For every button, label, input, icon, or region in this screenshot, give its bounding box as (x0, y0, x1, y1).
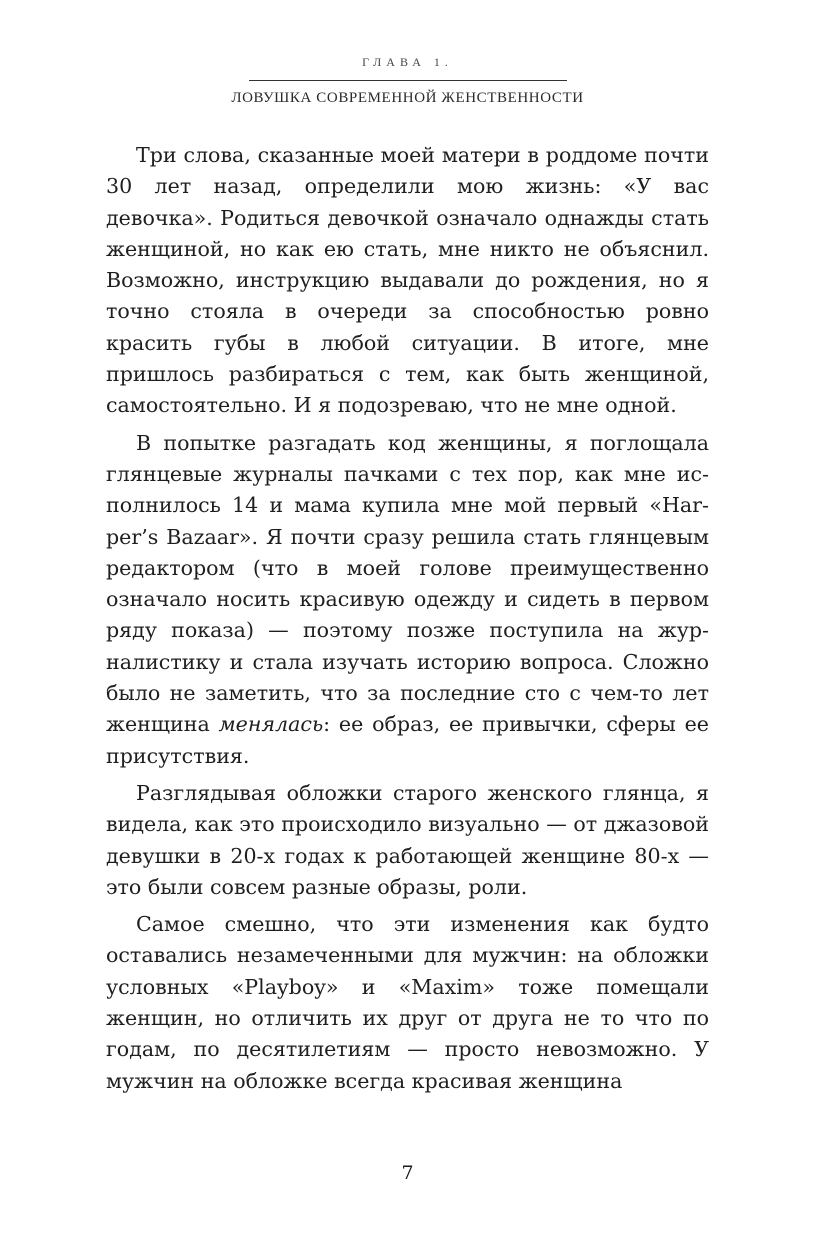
paragraph-1: Три слова, сказанные моей матери в роддоме почти 30 лет назад, определили мою жизнь: «У вас девочка». Родиться девочкой означало однажды стать женщиной, но как ею стать, мне никто не объяснил. Возможно, инструкцию выдавали до рождения, но я точно стояла в очереди за способностью ровно красить губы в любой ситуации. В итоге, мне пришлось разбираться с тем, как быть женщиной, самостоятельно. И я подозреваю, что не мне одной. (106, 143, 709, 418)
body-text (106, 140, 709, 1103)
header-divider (249, 80, 567, 81)
chapter-title: ЛОВУШКА СОВРЕМЕННОЙ ЖЕНСТВЕННОСТИ (231, 90, 584, 106)
paragraph-2 (106, 428, 709, 772)
paragraph-2-text-start: В попытке разгадать код женщины, я поглощала глянцевые журналы пачками с тех пор, как мне исполнилось 14 и мама купила мне мой первый «Harper’s Bazaar». Я почти сразу решила стать глянцевым редактором (что в моей голове преимущественно означало носить красивую одежду и сидеть в первом ряду показа) — поэтому позже поступила на журналистику и стала изучать историю вопроса. Сложно было не заметить, что за последние сто с чем-то лет женщина (106, 430, 709, 737)
running-header (0, 55, 815, 107)
emphasized-word: менялась (218, 712, 324, 737)
page-number: 7 (401, 1162, 414, 1184)
paragraph-3: Разглядывая обложки старого женского глянца, я видела, как это происходило визуально — от джазовой девушки в 20-х годах к работающей женщине 80-х — это были совсем разные образы, роли. (106, 780, 709, 899)
paragraph-4: Самое смешно, что эти изменения как будто оставались незамеченными для мужчин: на обложки условных «Playboy» и «Maxim» тоже помещали женщин, но отличить их друг от друга не то что по годам, по десятилетиям — просто невозможно. У мужчин на обложке всегда красивая женщина (106, 912, 709, 1093)
paragraph-2-text-end: : ее образ, ее привычки, сферы ее присутствия. (106, 712, 709, 768)
chapter-label: ГЛАВА 1. (362, 55, 453, 69)
